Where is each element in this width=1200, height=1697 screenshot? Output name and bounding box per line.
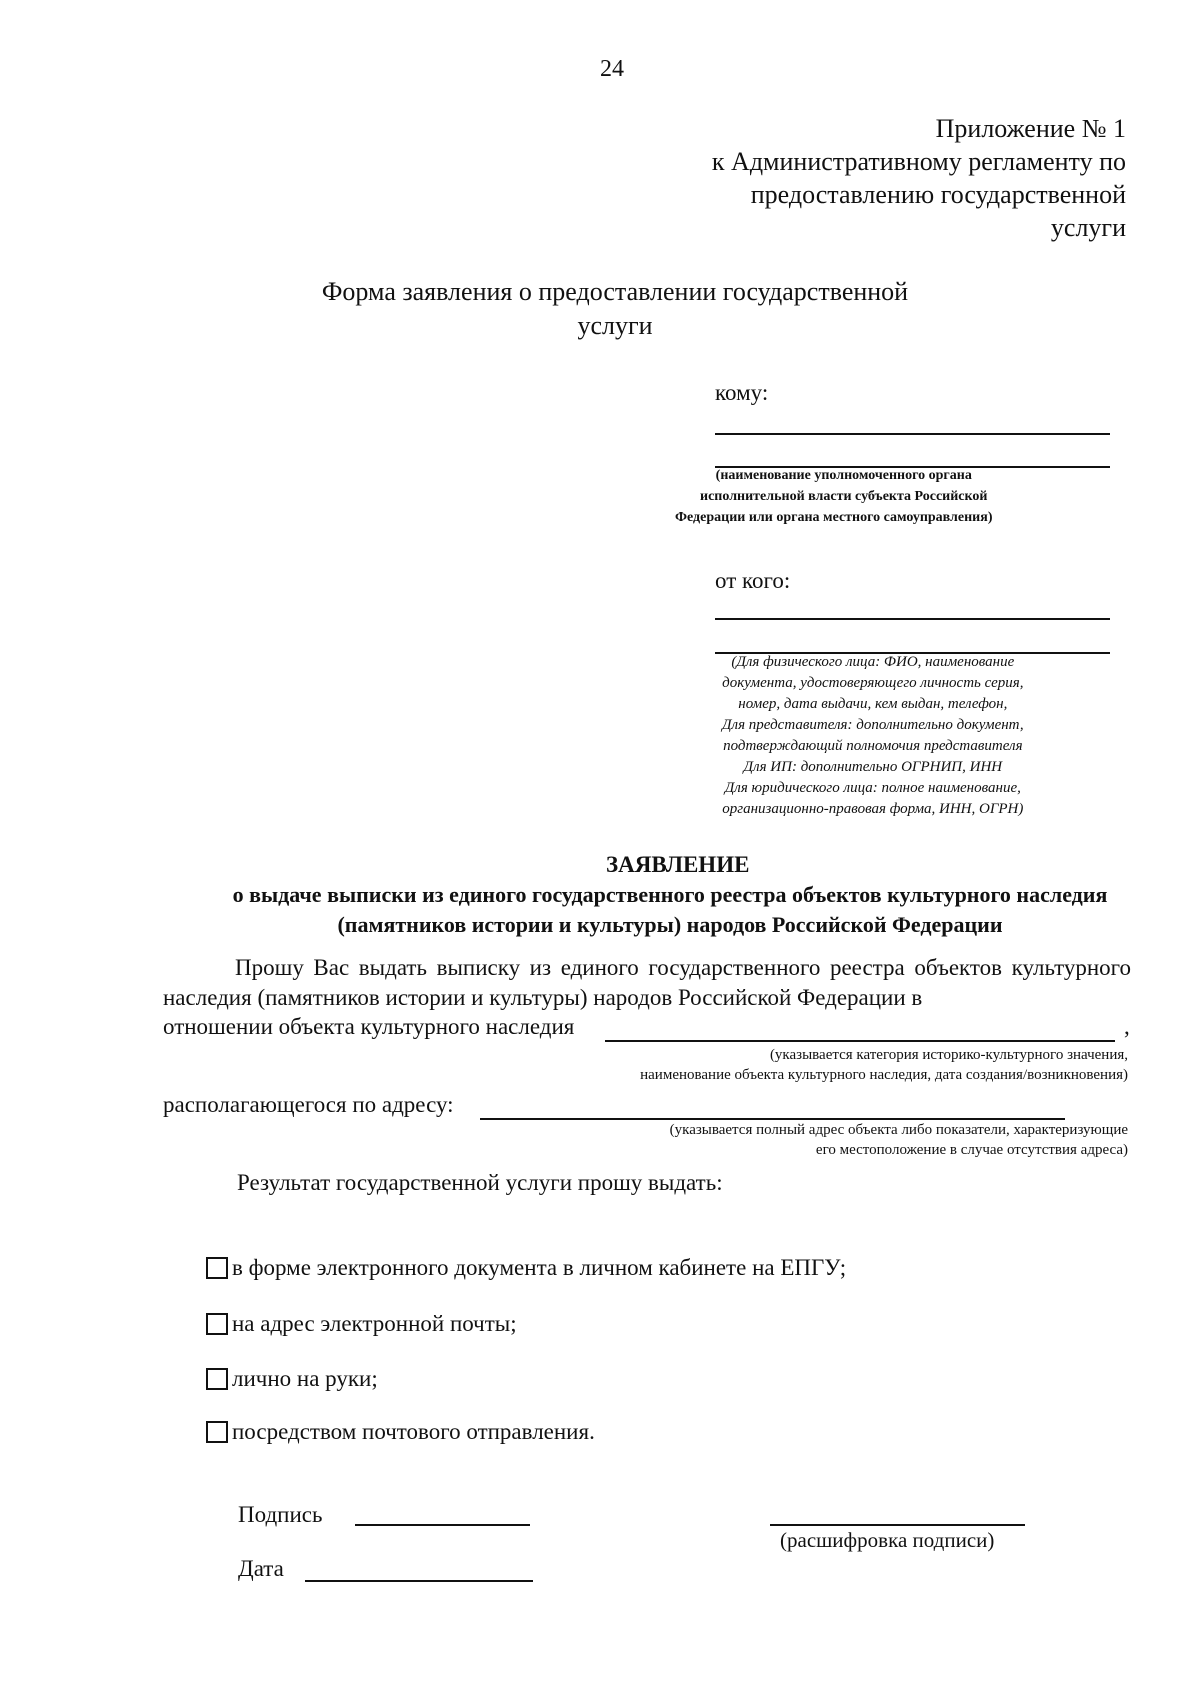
applicant-caption-line: Для юридического лица: полное наименование,	[724, 780, 1021, 796]
address-caption-line-2: его местоположение в случае отсутствия адреса)	[815, 1142, 1128, 1158]
applicant-caption-line: номер, дата выдачи, кем выдан, телефон,	[738, 696, 1008, 712]
recipient-line-1[interactable]	[715, 433, 1110, 435]
object-caption-line-1: (указывается категория историко-культурного значения,	[769, 1047, 1128, 1063]
object-input-line[interactable]	[605, 1040, 1115, 1042]
object-caption	[640, 1045, 1128, 1085]
form-title: Форма заявления о предоставлении государственной услуги	[321, 277, 909, 340]
recipient-caption-line-3: Федерации или органа местного самоуправления)	[675, 510, 993, 525]
delivery-option-epgu[interactable]	[206, 1254, 846, 1282]
applicant-caption-line: Для представителя: дополнительно документ,	[722, 717, 1024, 733]
address-caption-line-1: (указывается полный адрес объекта либо показатели, характеризующие	[669, 1122, 1128, 1138]
result-prompt: Результат государственной услуги прошу выдать:	[237, 1170, 723, 1195]
checkbox[interactable]	[206, 1257, 228, 1279]
applicant-caption-line: Для ИП: дополнительно ОГРНИП, ИНН	[743, 759, 1003, 775]
checkbox[interactable]	[206, 1368, 228, 1390]
signature-decode-line[interactable]	[770, 1524, 1025, 1526]
delivery-option-label: в форме электронного документа в личном кабинете на ЕПГУ;	[232, 1255, 847, 1280]
applicant-caption-line: (Для физического лица: ФИО, наименование	[731, 654, 1015, 670]
recipient-caption	[675, 465, 993, 528]
checkbox[interactable]	[206, 1421, 228, 1443]
appendix-line-2: к Административному регламенту по	[711, 147, 1126, 176]
signature-decode-caption: (расшифровка подписи)	[780, 1528, 995, 1552]
applicant-caption	[722, 652, 1024, 820]
address-caption	[670, 1120, 1128, 1160]
recipient-caption-line-1: (наименование уполномоченного органа	[715, 468, 972, 483]
recipient-label: кому:	[715, 380, 769, 405]
checkbox[interactable]	[206, 1313, 228, 1335]
address-label: располагающегося по адресу:	[163, 1092, 454, 1117]
request-paragraph: Прошу Вас выдать выписку из единого государственного реестра объектов культурного наследия (памятников истории и культуры) народов Российской Федерации в	[163, 955, 1131, 1010]
object-caption-line-2: наименование объекта культурного наследия, дата создания/возникновения)	[640, 1067, 1128, 1083]
appendix-line-3: предоставлению государственной	[750, 180, 1126, 209]
delivery-option-label: посредством почтового отправления.	[232, 1419, 595, 1444]
object-comma: ,	[1124, 1014, 1130, 1039]
delivery-option-in-person[interactable]	[206, 1365, 378, 1393]
appendix-header	[712, 112, 1126, 244]
applicant-line-1[interactable]	[715, 618, 1110, 620]
delivery-option-post[interactable]	[206, 1418, 595, 1446]
date-input-line[interactable]	[305, 1580, 533, 1582]
object-label: отношении объекта культурного наследия	[163, 1014, 575, 1039]
delivery-option-label: на адрес электронной почты;	[232, 1311, 517, 1336]
page-number: 24	[600, 56, 624, 82]
date-label: Дата	[238, 1556, 284, 1581]
signature-input-line[interactable]	[355, 1524, 530, 1526]
statement-heading: ЗАЯВЛЕНИЕ	[606, 852, 750, 877]
applicant-caption-line: документа, удостоверяющего личность серия,	[722, 675, 1024, 691]
applicant-caption-line: организационно-правовая форма, ИНН, ОГРН)	[722, 801, 1024, 817]
appendix-line-1: Приложение № 1	[935, 114, 1126, 143]
delivery-option-email[interactable]	[206, 1310, 517, 1338]
recipient-caption-line-2: исполнительной власти субъекта Российской	[700, 489, 988, 504]
applicant-label: от кого:	[715, 568, 791, 593]
appendix-line-4: услуги	[1050, 213, 1126, 242]
applicant-caption-line: подтверждающий полномочия представителя	[723, 738, 1023, 754]
delivery-option-label: лично на руки;	[232, 1366, 378, 1391]
signature-label: Подпись	[238, 1502, 323, 1527]
statement-subheading: о выдаче выписки из единого государственного реестра объектов культурного наследия (памятников истории и культуры) народов Российской Федерации	[232, 882, 1108, 937]
